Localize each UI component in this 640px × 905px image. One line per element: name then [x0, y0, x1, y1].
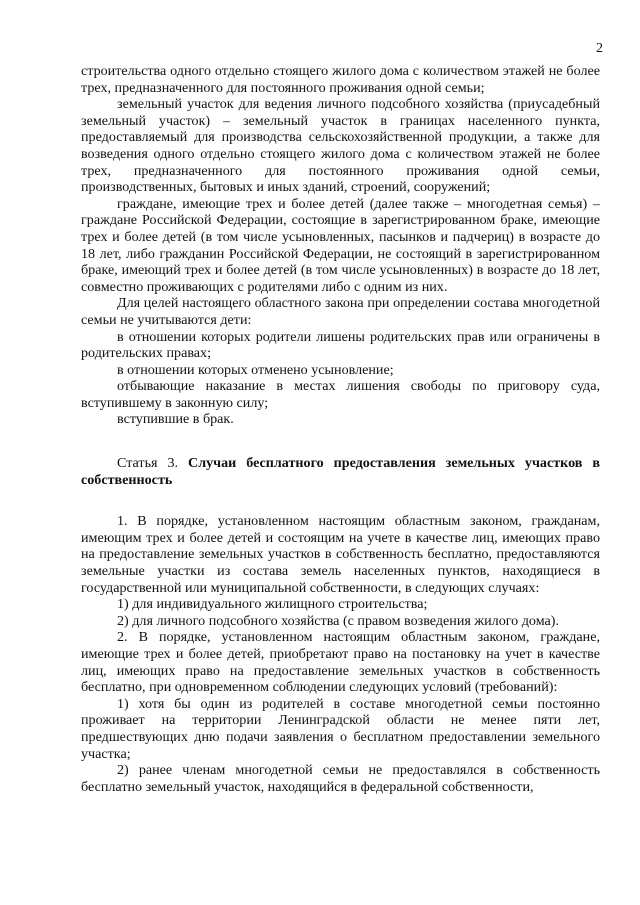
paragraph: 1. В порядке, установленном настоящим областным законом, гражданам, имеющим трех и более детей и состоящим на учете в качестве лиц, имеющих право на предоставление земельных участков в собственность бесплатно, предоставляются земельные участки из состава земель населенных пунктов, находящиеся в государственной или муниципальной собственности, в следующих случаях:: [81, 513, 600, 596]
paragraph: земельный участок для ведения личного подсобного хозяйства (приусадебный земельный участок) – земельный участок в границах населенного пункта, предоставляемый для производства сельскохозяйственной продукции, а также для возведения одного отдельно стоящего жилого дома с количеством этажей не более трех, предназначенного для постоянного проживания одной семьи, производственных, бытовых и иных зданий, строений, сооружений;: [81, 96, 600, 196]
paragraph: 1) для индивидуального жилищного строительства;: [117, 596, 428, 613]
paragraph: 2) для личного подсобного хозяйства (с правом возведения жилого дома).: [117, 612, 559, 629]
paragraph: в отношении которых родители лишены родительских прав или ограничены в родительских правах;: [81, 328, 600, 362]
paragraph: в отношении которых отменено усыновление;: [117, 361, 394, 378]
paragraph: строительства одного отдельно стоящего жилого дома с количеством этажей не более трех, предназначенного для постоянного проживания одной семьи;: [81, 63, 600, 96]
paragraph: 2) ранее членам многодетной семьи не предоставлялся в собственность бесплатно земельный участок, находящийся в федеральной собственности,: [81, 762, 600, 795]
article-title: Случаи бесплатного предоставления земельных участков в собственность: [81, 455, 600, 488]
paragraph: 1) хотя бы один из родителей в составе многодетной семьи постоянно проживает на территории Ленинградской области не менее пяти лет, предшествующих дню подачи заявления о бесплатном предоставлении земельного участка;: [81, 695, 600, 762]
document-body: [81, 63, 600, 795]
article-prefix: Статья 3.: [117, 455, 179, 472]
paragraph: отбывающие наказание в местах лишения свободы по приговору суда, вступившему в законную силу;: [81, 378, 600, 411]
article-heading: [81, 455, 600, 488]
page-number: 2: [596, 41, 603, 56]
paragraph: граждане, имеющие трех и более детей (далее также – многодетная семья) – граждане Российской Федерации, состоящие в зарегистрированном браке, имеющие трех и более детей (в том числе усыновленных, пасынков и падчериц) в возрасте до 18 лет, либо гражданин Российской Федерации, не состоящий в зарегистрированном браке, имеющий трех и более детей (в том числе усыновленных) в возрасте до 18 лет, совместно проживающих с родителями либо с одним из них.: [81, 195, 600, 295]
paragraph: вступившие в брак.: [117, 411, 234, 428]
paragraph: 2. В порядке, установленном настоящим областным законом, граждане, имеющие трех и более детей, приобретают право на постановку на учет в качестве лиц, имеющих право на предоставление земельных участков в собственность бесплатно, при одновременном соблюдении следующих условий (требований):: [81, 629, 600, 696]
paragraph: Для целей настоящего областного закона при определении состава многодетной семьи не учитываются дети:: [81, 295, 600, 328]
